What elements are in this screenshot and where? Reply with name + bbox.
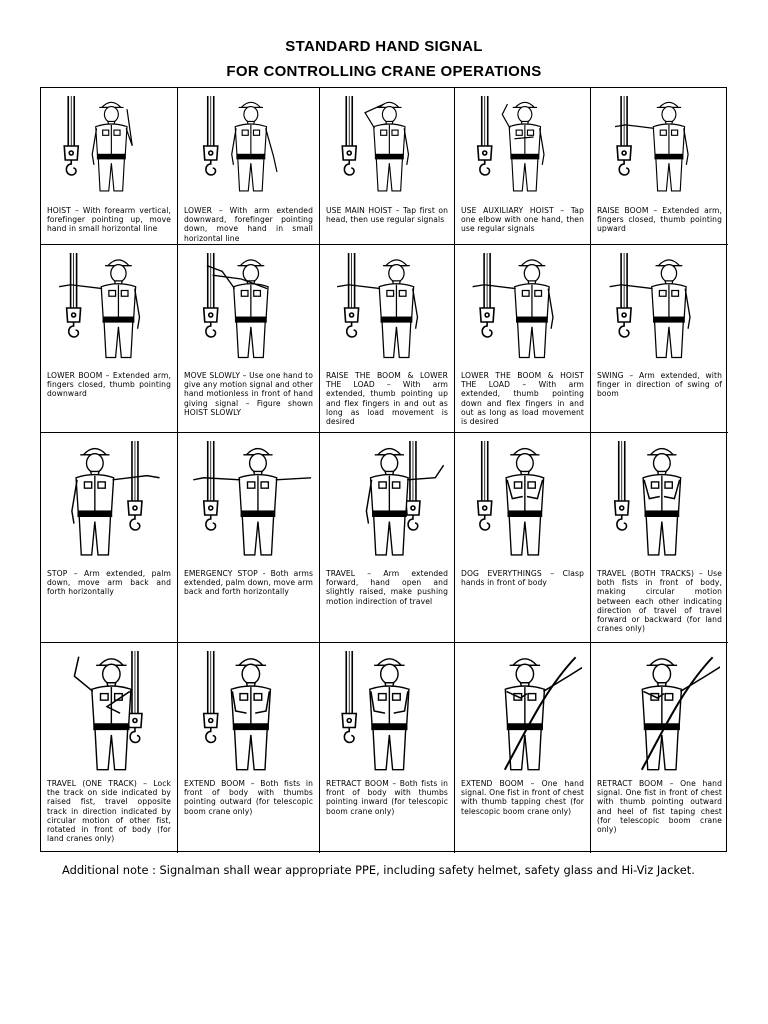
signal-cell-travel-one-track bbox=[41, 643, 178, 853]
move-slowly-description: MOVE SLOWLY – Use one hand to give any motion signal and other hand motionless in front of hand giving signal – Figure shown HOIST SLOWLY bbox=[184, 371, 313, 417]
extend-boom-illustration bbox=[186, 651, 311, 776]
use-auxiliary-hoist-illustration bbox=[463, 96, 582, 196]
page-title-line-1: STANDARD HAND SIGNAL bbox=[285, 38, 483, 55]
lower-boom-hoist-load-description: LOWER THE BOOM & HOIST THE LOAD – With arm extended, thumb pointing down and flex fingers in and out as long as load movement is desired bbox=[461, 371, 584, 427]
retract-boom-one-hand-description: RETRACT BOOM – One hand signal. One fist in front of chest with thumb pointing outward and heel of fist taping chest (for telescopic boom crane only) bbox=[597, 779, 722, 835]
hoist-description: HOIST – With forearm vertical, forefinger pointing up, move hand in small horizontal line bbox=[47, 206, 171, 234]
signal-cell-emergency-stop bbox=[178, 433, 320, 643]
signal-grid bbox=[40, 87, 727, 852]
signal-cell-raise-boom bbox=[591, 88, 728, 245]
signal-cell-swing bbox=[591, 245, 728, 433]
signal-cell-travel bbox=[320, 433, 455, 643]
hoist-illustration bbox=[49, 96, 169, 196]
travel-both-tracks-illustration bbox=[599, 441, 720, 561]
extend-boom-description: EXTEND BOOM – Both fists in front of body with thumbs pointing outward (for telescopic boom crane only) bbox=[184, 779, 313, 816]
lower-boom-illustration bbox=[49, 253, 169, 363]
dog-everything-illustration bbox=[463, 441, 582, 561]
signal-cell-use-main-hoist bbox=[320, 88, 455, 245]
signal-cell-extend-boom-one-hand bbox=[455, 643, 591, 853]
signal-cell-extend-boom bbox=[178, 643, 320, 853]
retract-boom-one-hand-illustration bbox=[599, 651, 720, 776]
travel-one-track-illustration bbox=[49, 651, 169, 776]
travel-illustration bbox=[328, 441, 446, 561]
page-title-line-2: FOR CONTROLLING CRANE OPERATIONS bbox=[226, 63, 542, 80]
signal-cell-lower-boom bbox=[41, 245, 178, 433]
emergency-stop-illustration bbox=[186, 441, 311, 561]
stop-illustration bbox=[49, 441, 169, 561]
signal-cell-lower bbox=[178, 88, 320, 245]
use-auxiliary-hoist-description: USE AUXILIARY HOIST – Tap one elbow with one hand, then use regular signals bbox=[461, 206, 584, 234]
signal-cell-stop bbox=[41, 433, 178, 643]
raise-boom-description: RAISE BOOM – Extended arm, fingers closed, thumb pointing upward bbox=[597, 206, 722, 234]
lower-illustration bbox=[186, 96, 311, 196]
retract-boom-description: RETRACT BOOM – Both fists in front of body with thumbs pointing inward (for telescopic boom crane only) bbox=[326, 779, 448, 816]
signal-cell-hoist bbox=[41, 88, 178, 245]
signal-cell-retract-boom-one-hand bbox=[591, 643, 728, 853]
raise-boom-illustration bbox=[599, 96, 720, 196]
signal-cell-retract-boom bbox=[320, 643, 455, 853]
extend-boom-one-hand-illustration bbox=[463, 651, 582, 776]
signal-cell-lower-boom-hoist-load bbox=[455, 245, 591, 433]
raise-boom-lower-load-description: RAISE THE BOOM & LOWER THE LOAD – With arm extended, thumb pointing up and flex fingers in and out as long as load movement is desired bbox=[326, 371, 448, 427]
lower-boom-hoist-load-illustration bbox=[463, 253, 582, 363]
swing-illustration bbox=[599, 253, 720, 363]
dog-everything-description: DOG EVERYTHINGS – Clasp hands in front of body bbox=[461, 569, 584, 588]
retract-boom-illustration bbox=[328, 651, 446, 776]
lower-boom-description: LOWER BOOM – Extended arm, fingers closed, thumb pointing downward bbox=[47, 371, 171, 399]
stop-description: STOP – Arm extended, palm down, move arm back and forth horizontally bbox=[47, 569, 171, 597]
raise-boom-lower-load-illustration bbox=[328, 253, 446, 363]
use-main-hoist-description: USE MAIN HOIST – Tap first on head, then use regular signals bbox=[326, 206, 448, 225]
signal-cell-raise-boom-lower-load bbox=[320, 245, 455, 433]
signal-cell-use-auxiliary-hoist bbox=[455, 88, 591, 245]
extend-boom-one-hand-description: EXTEND BOOM – One hand signal. One fist in front of chest with thumb tapping chest (for telescopic boom crane only) bbox=[461, 779, 584, 816]
use-main-hoist-illustration bbox=[328, 96, 446, 196]
additional-note: Additional note : Signalman shall wear appropriate PPE, including safety helmet, safety glass and Hi-Viz Jacket. bbox=[62, 863, 695, 877]
move-slowly-illustration bbox=[186, 253, 311, 363]
signal-cell-travel-both-tracks bbox=[591, 433, 728, 643]
travel-both-tracks-description: TRAVEL (BOTH TRACKS) – Use both fists in front of body, making circular motion between each other indicating direction of travel of travel forward or backward (for land cranes only) bbox=[597, 569, 722, 634]
travel-description: TRAVEL – Arm extended forward, hand open and slightly raised, make pushing motion indirection of travel bbox=[326, 569, 448, 606]
lower-description: LOWER – With arm extended downward, forefinger pointing down, move hand in small horizontal line bbox=[184, 206, 313, 243]
signal-cell-dog-everything bbox=[455, 433, 591, 643]
swing-description: SWING – Arm extended, with finger in direction of swing of boom bbox=[597, 371, 722, 399]
emergency-stop-description: EMERGENCY STOP - Both arms extended, palm down, move arm back and forth horizontally bbox=[184, 569, 313, 597]
signal-cell-move-slowly bbox=[178, 245, 320, 433]
travel-one-track-description: TRAVEL (ONE TRACK) – Lock the track on side indicated by raised fist, travel opposite track in direction indicated by circular motion of other fist, rotated in front of body (for land cranes only) bbox=[47, 779, 171, 844]
